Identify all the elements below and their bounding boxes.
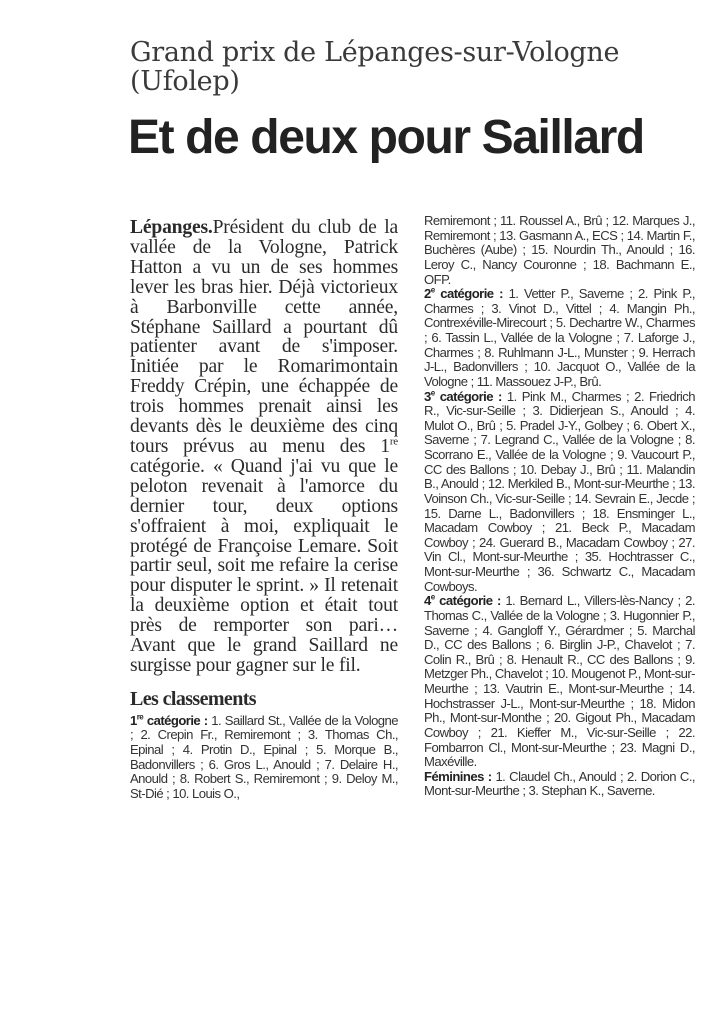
feminines-results: 1. Claudel Ch., Anould ; 2. Dorion C., Mont-sur-Meurthe ; 3. Stephan K., Saverne. bbox=[424, 768, 696, 799]
cat2-heading: 2e catégorie : bbox=[424, 285, 509, 302]
article-kicker: Grand prix de Lépanges-sur-Vologne (Ufolep) bbox=[130, 37, 620, 97]
results-cat1-start bbox=[130, 714, 398, 802]
right-column bbox=[424, 214, 695, 799]
article-body bbox=[130, 218, 398, 676]
dateline: Lépanges. bbox=[130, 217, 213, 238]
cat1-heading: 1re catégorie : bbox=[130, 712, 212, 728]
cat4-results: 1. Bernard L., Villers-lès-Nancy ; 2. Thomas C., Vallée de la Vologne ; 3. Hugonnier P., Saverne ; 4. Gangloff Y., Gérardmer ; 5. Marchal D., CC des Ballons ; 6. Birglin J-P., Chavelot ; 7. Colin R., Brû ; 8. Henault R., CC des Ballons ; 9. Metzger Ph., Chavelot ; 10. Mougenot P., Mont-sur-Meurthe ; 13. Vautrin E., Mont-sur-Meurthe ; 14. Hochstrasser J-L., Mont-sur-Meurthe ; 18. Midon Ph., Mont-sur-Monthe ; 20. Gigout Ph., Macadam Cowboy ; 21. Kieffer M., Vic-sur-Seille ; 22. Fombarron Cl., Mont-sur-Meurthe ; 23. Magni D., Maxéville. bbox=[424, 593, 695, 770]
cat1-results-left: 1. Saillard St., Vallée de la Vologne ; 2. Crepin Fr., Remiremont ; 3. Thomas Ch., Epinal ; 4. Protin D., Epinal ; 5. Morque B., Badonvillers ; 6. Gros L., Anould ; 7. Delaire H., Anould ; 8. Robert S., Remiremont ; 9. Deloy M., St-Dié ; 10. Louis O., bbox=[130, 712, 398, 801]
left-column bbox=[130, 218, 398, 801]
results-feminines bbox=[424, 770, 695, 799]
cat1-results-right: Remiremont ; 11. Roussel A., Brû ; 12. Marques J., Remiremont ; 13. Gasmann A., ECS ; 14. Martin F., Buchères (Aube) ; 15. Nourdin Th., Anould ; 16. Leroy C., Nancy Couronne ; 18. Bachmann E., OFP. bbox=[424, 213, 695, 287]
body-text-1: Président du club de la vallée de la Vologne, Patrick Hatton a vu un de ses hommes lever les bras hier. Déjà victorieux à Barbonville cette année, Stéphane Saillard a pourtant dû patienter avant de s'imposer. Initiée par le Romarimontain Freddy Crépin, une échappée de trois hommes prenait ainsi les devants dès le deuxième des cinq tours prévus au menu des 1 bbox=[130, 217, 398, 457]
body-text-2: catégorie. « Quand j'ai vu que le peloton revenait à l'amorce du dernier tour, deux options s'offraient à moi, expliquait le protégé de Françoise Lemare. Soit partir seul, soit me refaire la cerise pour disputer le sprint. » Il retenait la deuxième option et était tout près de remporter son pari… Avant que le grand Saillard ne surgisse pour gagner sur le fil. bbox=[130, 455, 398, 676]
results-cat4 bbox=[424, 594, 695, 770]
cat3-results: 1. Pink M., Charmes ; 2. Friedrich R., Vic-sur-Seille ; 3. Didierjean S., Anould ; 4. Mulot O., Brû ; 5. Pradel J-Y., Golbey ; 6. Obert X., Saverne ; 7. Legrand C., Vallée de la Vologne ; 8. Scorrano E., Vallée de la Vologne ; 9. Vaucourt P., CC des Ballons ; 10. Debay J., Brû ; 11. Malandin B., Anould ; 12. Merkiled B., Mont-sur-Meurthe ; 13. Voinson Ch., Vic-sur-Seille ; 14. Sevrain E., Jecde ; 15. Darne L., Badonvillers ; 18. Ensminger L., Macadam Cowboy ; 21. Beck P., Macadam Cowboy ; 24. Guerard B., Macadam Cowboy ; 27. Vin Cl., Mont-sur-Meurthe ; 35. Hochtrasser C., Mont-sur-Meurthe ; 36. Schwartz C., Macadam Cowboys. bbox=[424, 388, 695, 594]
cat2-results: 1. Vetter P., Saverne ; 2. Pink P., Charmes ; 3. Vinot D., Vittel ; 4. Mangin Ph., Contrexéville-Mirecourt ; 5. Dechartre W., Charmes ; 6. Tassin L., Vallée de la Vologne ; 7. Laforge J., Charmes ; 8. Ruhlmann J-L., Munster ; 9. Herrach J-L., Badonvillers ; 10. Jacquot O., Vallée de la Vologne ; 11. Massouez J-P., Brû. bbox=[424, 286, 696, 389]
cat3-heading: 3e catégorie : bbox=[424, 388, 507, 404]
results-cat3 bbox=[424, 390, 695, 595]
body-superscript: re bbox=[389, 435, 398, 448]
results-section-title: Les classements bbox=[130, 687, 256, 710]
feminines-heading: Féminines : bbox=[424, 768, 496, 784]
results-cat2 bbox=[424, 287, 695, 389]
article-headline: Et de deux pour Saillard bbox=[128, 111, 644, 164]
cat4-heading: 4e catégorie : bbox=[424, 592, 506, 609]
